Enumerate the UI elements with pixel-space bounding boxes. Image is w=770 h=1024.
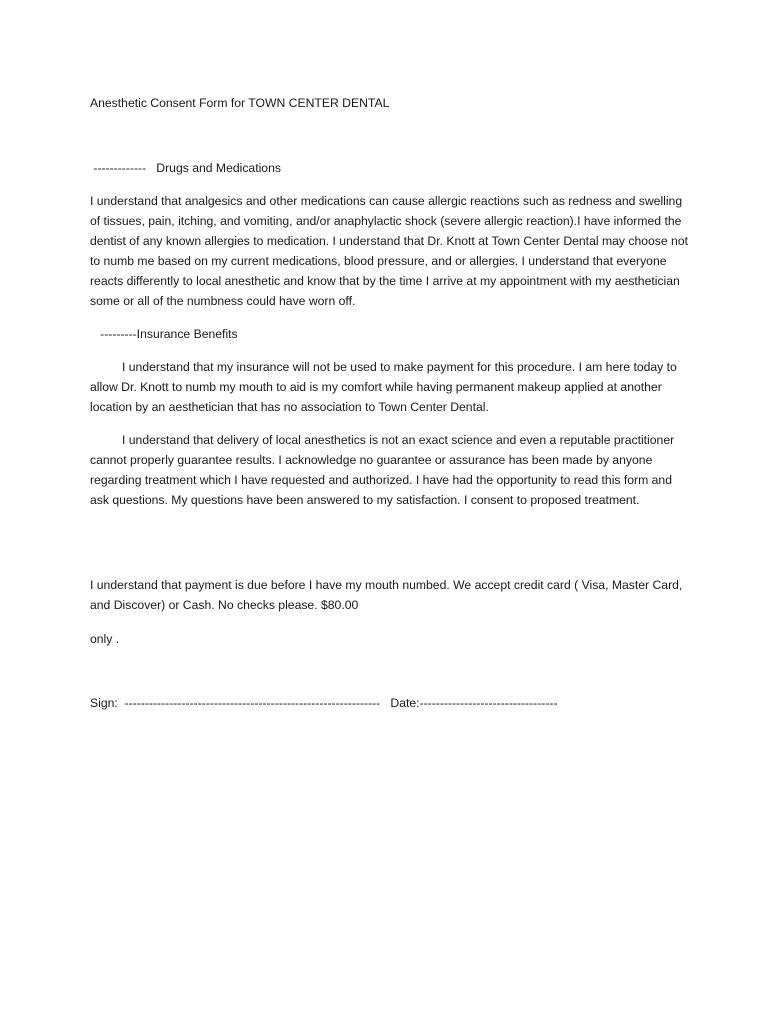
signature-date-line: Sign: --------------------------------------------------------------- Date:---------------------------------- (90, 696, 558, 710)
insurance-paragraph: I understand that my insurance will not be used to make payment for this procedure. I am here today to allow Dr. Knott to numb my mouth to aid is my comfort while having permanent makeup applied at another location by an aesthetician that has no association to Town Center Dental. (90, 360, 677, 414)
document-title: Anesthetic Consent Form for TOWN CENTER DENTAL (90, 96, 390, 110)
consent-paragraph: I understand that delivery of local anesthetics is not an exact science and even a reputable practitioner cannot properly guarantee results. I acknowledge no guarantee or assurance has been made by anyone regarding treatment which I have requested and authorized. I have had the opportunity to read this form and ask questions. My questions have been answered to my satisfaction. I consent to proposed treatment. (90, 433, 675, 507)
section-heading-drugs: ------------- Drugs and Medications (90, 161, 281, 175)
payment-paragraph: I understand that payment is due before I have my mouth numbed. We accept credit card ( Visa, Master Card, and Discover) or Cash. No checks please. $80.00 (90, 578, 683, 612)
drugs-paragraph: I understand that analgesics and other medications can cause allergic reactions such as redness and swelling of tissues, pain, itching, and vomiting, and/or anaphylactic shock (severe allergic reaction).I have informed the dentist of any known allergies to medication. I understand that Dr. Knott at Town Center Dental may choose not to numb me based on my current medications, blood pressure, and or allergies. I understand that everyone reacts differently to local anesthetic and know that by the time I arrive at my appointment with my aesthetician some or all of the numbness could have worn off. (90, 194, 688, 308)
payment-suffix: only . (90, 632, 120, 646)
section-heading-insurance: ---------Insurance Benefits (90, 327, 238, 341)
